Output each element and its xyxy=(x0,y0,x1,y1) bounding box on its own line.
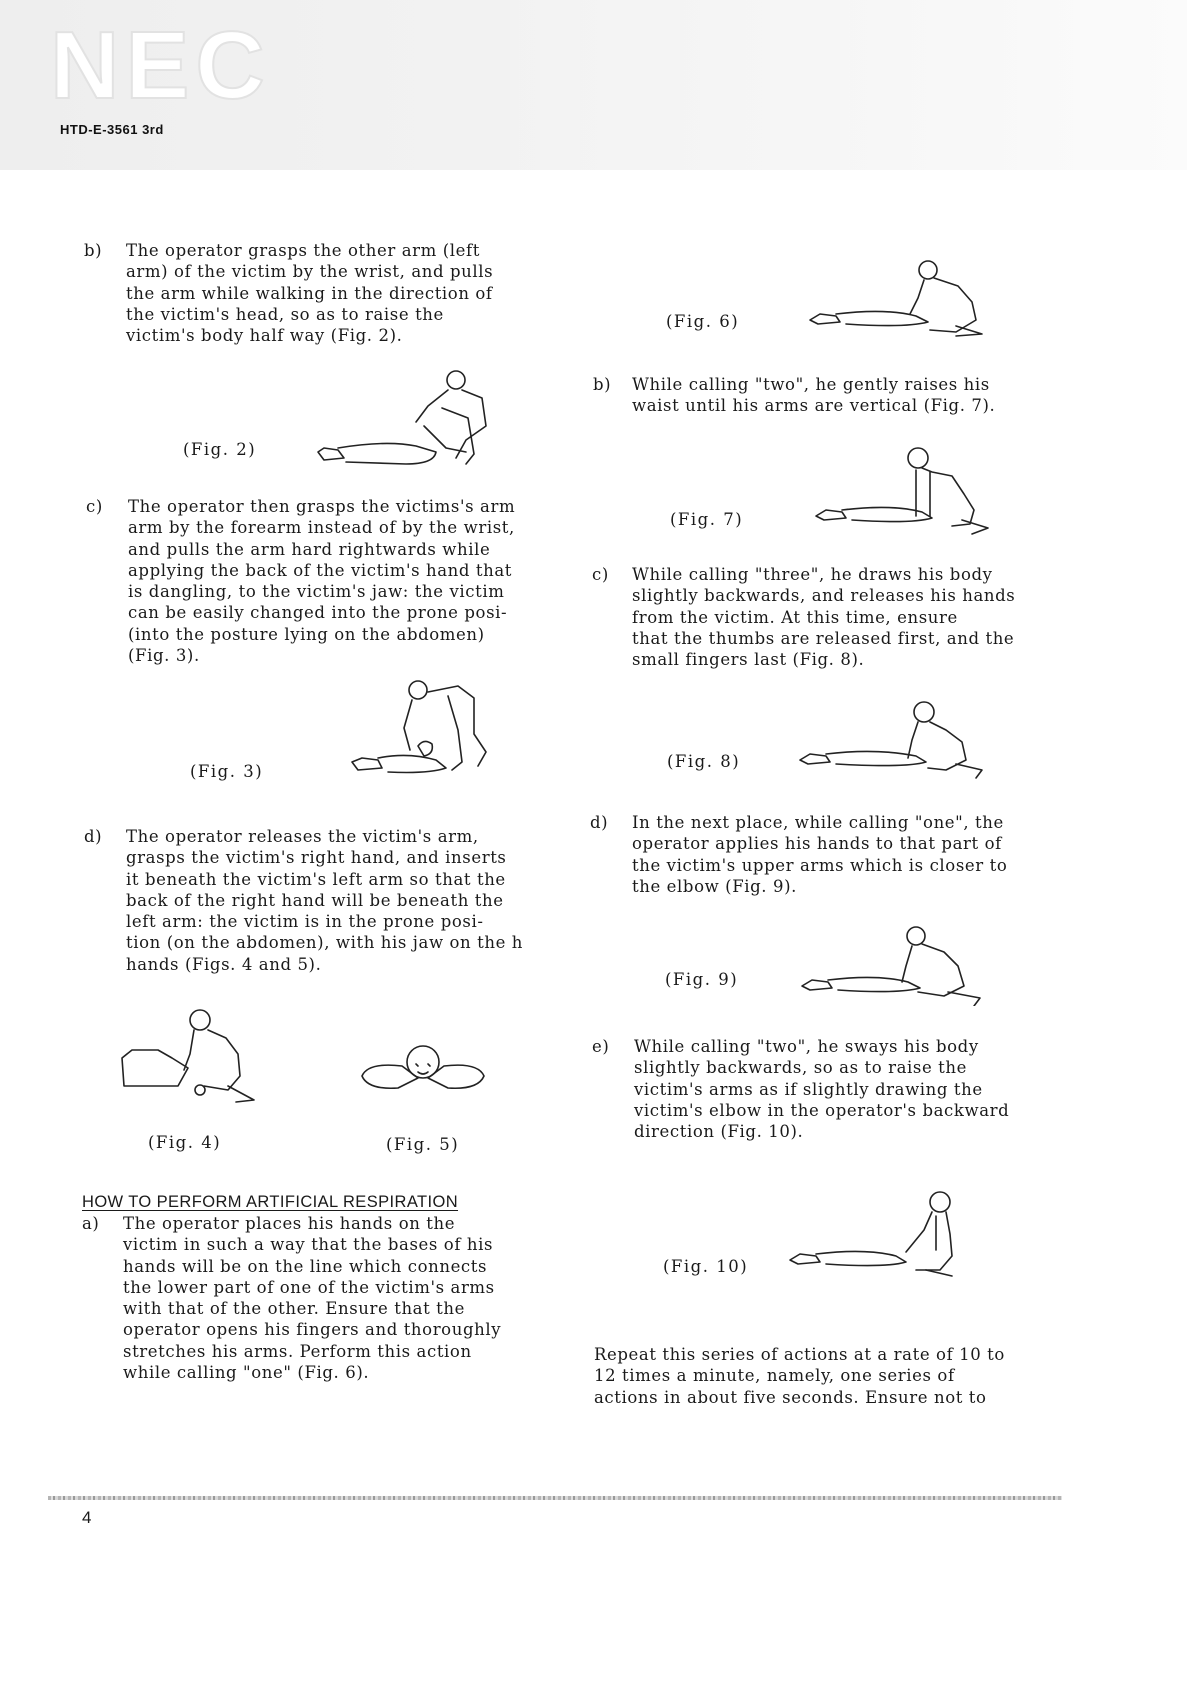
text-line: operator opens his fingers and thoroughly xyxy=(123,1320,502,1340)
text-line: tion (on the abdomen), with his jaw on the h xyxy=(126,933,524,953)
text-line: operator applies his hands to that part of xyxy=(632,834,1002,854)
text-line: While calling "two", he gently raises his xyxy=(632,375,990,394)
fig2-illustration xyxy=(316,368,496,468)
text-line: the victim's head, so as to raise the xyxy=(126,304,444,324)
fig8-caption: (Fig. 8) xyxy=(667,752,741,771)
text-line: victim's elbow in the operator's backward xyxy=(634,1100,1010,1120)
item-label: b) xyxy=(84,241,103,260)
paragraph-b-right xyxy=(593,374,996,417)
fig10-caption: (Fig. 10) xyxy=(663,1257,749,1276)
text-line: back of the right hand will be beneath the xyxy=(126,890,504,910)
fig5-illustration xyxy=(358,1036,488,1106)
fig7-illustration xyxy=(812,446,992,536)
text-line: slightly backwards, so as to raise the xyxy=(634,1058,967,1078)
fig9-caption: (Fig. 9) xyxy=(665,970,739,989)
text-line: (Fig. 3). xyxy=(128,646,200,666)
item-label: c) xyxy=(592,565,609,584)
text-line: The operator then grasps the victims's arm xyxy=(128,497,516,516)
text-line: it beneath the victim's left arm so that the xyxy=(126,869,506,889)
paragraph-a-left xyxy=(82,1213,502,1383)
text-line: while calling "one" (Fig. 6). xyxy=(123,1363,370,1383)
fig6-illustration xyxy=(806,260,986,340)
page-number: 4 xyxy=(82,1508,92,1527)
text-line: applying the back of the victim's hand that xyxy=(128,560,513,580)
paragraph-b-left xyxy=(84,240,494,346)
item-label: a) xyxy=(82,1214,100,1233)
text-line: stretches his arms. Perform this action xyxy=(123,1341,472,1361)
text-line: The operator places his hands on the xyxy=(123,1214,456,1233)
text-line: is dangling, to the victim's jaw: the victim xyxy=(128,582,505,602)
text-line: and pulls the arm hard rightwards while xyxy=(128,539,491,559)
text-line: In the next place, while calling "one", the xyxy=(632,813,1004,832)
fig6-caption: (Fig. 6) xyxy=(666,312,740,331)
text-line: the elbow (Fig. 9). xyxy=(632,876,797,896)
text-line: hands will be on the line which connects xyxy=(123,1256,488,1276)
text-line: slightly backwards, and releases his hands xyxy=(632,586,1016,606)
paragraph-d-left xyxy=(84,826,524,975)
fig7-caption: (Fig. 7) xyxy=(670,510,744,529)
text-line: waist until his arms are vertical (Fig. 7). xyxy=(632,396,996,416)
document-number: HTD-E-3561 3rd xyxy=(60,122,164,137)
text-line: victim's arms as if slightly drawing the xyxy=(634,1079,983,1099)
paragraph-d-right xyxy=(590,812,1008,897)
text-line: Repeat this series of actions at a rate of 10 to xyxy=(594,1345,1005,1364)
text-line: The operator grasps the other arm (left xyxy=(126,241,480,260)
text-line: While calling "two", he sways his body xyxy=(634,1037,979,1056)
text-line: grasps the victim's right hand, and inserts xyxy=(126,848,507,868)
text-line: victim's body half way (Fig. 2). xyxy=(126,326,403,346)
text-line: hands (Figs. 4 and 5). xyxy=(126,954,322,974)
text-line: victim in such a way that the bases of his xyxy=(123,1235,494,1255)
item-label: d) xyxy=(590,813,609,832)
fig10-illustration xyxy=(786,1190,966,1280)
paragraph-c-left xyxy=(86,496,516,666)
text-line: the lower part of one of the victim's arms xyxy=(123,1277,495,1297)
item-label: e) xyxy=(592,1037,610,1056)
text-line: arm by the forearm instead of by the wrist, xyxy=(128,518,515,538)
item-label: c) xyxy=(86,497,103,516)
fig2-caption: (Fig. 2) xyxy=(183,440,257,459)
text-line: can be easily changed into the prone posi- xyxy=(128,603,508,623)
text-line: left arm: the victim is in the prone posi- xyxy=(126,912,484,932)
nec-logo xyxy=(40,18,320,108)
text-line: arm) of the victim by the wrist, and pulls xyxy=(126,262,494,282)
section-title: HOW TO PERFORM ARTIFICIAL RESPIRATION xyxy=(82,1193,459,1211)
text-line: small fingers last (Fig. 8). xyxy=(632,650,865,670)
footer-rule xyxy=(48,1496,1062,1500)
paragraph-c-right xyxy=(592,564,1016,670)
paragraph-repeat xyxy=(594,1344,1005,1408)
text-line: that the thumbs are released first, and the xyxy=(632,628,1015,648)
text-line: While calling "three", he draws his body xyxy=(632,565,993,584)
text-line: The operator releases the victim's arm, xyxy=(126,827,479,846)
fig3-illustration xyxy=(348,678,498,778)
text-line: the victim's upper arms which is closer to xyxy=(632,855,1008,875)
svg-text:NEC: NEC xyxy=(50,18,271,108)
fig3-caption: (Fig. 3) xyxy=(190,762,264,781)
text-line: direction (Fig. 10). xyxy=(634,1122,804,1142)
paragraph-e-right xyxy=(592,1036,1010,1142)
text-line: actions in about five seconds. Ensure not to xyxy=(594,1387,987,1407)
item-label: d) xyxy=(84,827,103,846)
fig8-illustration xyxy=(796,700,986,780)
fig4-caption: (Fig. 4) xyxy=(148,1133,222,1152)
text-line: from the victim. At this time, ensure xyxy=(632,607,958,627)
text-line: 12 times a minute, namely, one series of xyxy=(594,1366,955,1386)
text-line: with that of the other. Ensure that the xyxy=(123,1299,465,1319)
fig9-illustration xyxy=(798,926,988,1006)
item-label: b) xyxy=(593,375,612,394)
text-line: the arm while walking in the direction of xyxy=(126,283,493,303)
fig4-illustration xyxy=(118,1006,268,1106)
fig5-caption: (Fig. 5) xyxy=(386,1135,460,1154)
text-line: (into the posture lying on the abdomen) xyxy=(128,624,485,644)
